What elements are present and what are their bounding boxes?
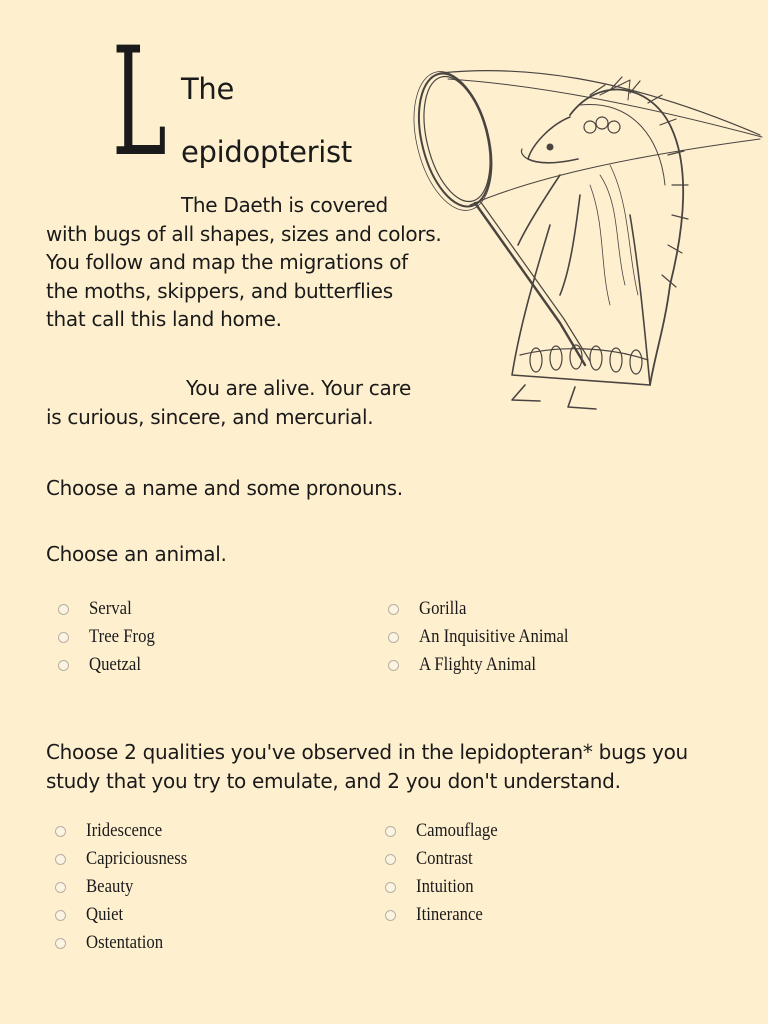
alive-line: is curious, sincere, and mercurial. [46, 404, 374, 429]
radio-button[interactable] [385, 826, 396, 837]
title-line-2: epidopterist [181, 135, 352, 169]
quality-option[interactable] [55, 873, 201, 901]
animal-option[interactable] [388, 623, 589, 651]
option-label: Capriciousness [86, 848, 188, 869]
animal-option[interactable] [58, 651, 164, 679]
animal-option[interactable] [388, 595, 589, 623]
radio-button[interactable] [385, 910, 396, 921]
option-label: Camouflage [416, 820, 498, 841]
quality-option[interactable] [385, 817, 509, 845]
option-label: Beauty [86, 876, 134, 897]
option-label: Ostentation [86, 932, 164, 953]
radio-button[interactable] [58, 660, 69, 671]
animal-options-left [58, 595, 164, 679]
prompt-name: Choose a name and some pronouns. [46, 476, 403, 500]
animal-option[interactable] [58, 623, 164, 651]
radio-button[interactable] [388, 604, 399, 615]
radio-button[interactable] [388, 632, 399, 643]
quality-option[interactable] [385, 901, 509, 929]
intro-line: the moths, skippers, and butterflies [46, 278, 393, 303]
option-label: An Inquisitive Animal [419, 626, 569, 647]
title-line-1: The [181, 72, 235, 106]
alive-paragraph [46, 374, 446, 431]
intro-line: The Daeth is covered [181, 193, 388, 217]
quality-option[interactable] [55, 901, 201, 929]
radio-button[interactable] [55, 910, 66, 921]
quality-options-left [55, 817, 201, 957]
butterfly-net-icon [401, 63, 762, 365]
radio-button[interactable] [55, 854, 66, 865]
intro-line: that call this land home. [46, 307, 282, 331]
prompt-qualities [46, 738, 726, 795]
radio-button[interactable] [55, 826, 66, 837]
prompt-qualities-line: Choose 2 qualities you've observed in the lepidopteran* bugs you [46, 740, 688, 764]
intro-paragraph [46, 191, 446, 334]
option-label: Gorilla [419, 598, 467, 619]
option-label: Contrast [416, 848, 473, 869]
option-label: Quiet [86, 904, 124, 925]
option-label: Intuition [416, 876, 474, 897]
quality-option[interactable] [385, 845, 509, 873]
animal-option[interactable] [58, 595, 164, 623]
radio-button[interactable] [385, 854, 396, 865]
animal-option[interactable] [388, 651, 589, 679]
radio-button[interactable] [388, 660, 399, 671]
option-label: Serval [89, 598, 132, 619]
intro-line: You follow and map the migrations of [46, 250, 408, 274]
drop-cap: L [112, 16, 167, 190]
radio-button[interactable] [55, 938, 66, 949]
prompt-qualities-line: study that you try to emulate, and 2 you don't understand. [46, 768, 621, 793]
radio-button[interactable] [385, 882, 396, 893]
quality-option[interactable] [385, 873, 509, 901]
alive-line: You are alive. Your care [186, 376, 411, 400]
prompt-animal: Choose an animal. [46, 542, 227, 566]
hedgehog-figure-icon [512, 77, 688, 409]
quality-options-right [385, 817, 509, 929]
quality-option[interactable] [55, 929, 201, 957]
radio-button[interactable] [55, 882, 66, 893]
radio-button[interactable] [58, 604, 69, 615]
option-label: Iridescence [86, 820, 163, 841]
lepidopterist-illustration [400, 55, 768, 420]
option-label: Tree Frog [89, 626, 155, 647]
intro-line: with bugs of all shapes, sizes and colors. [46, 221, 442, 246]
option-label: A Flighty Animal [419, 654, 537, 675]
quality-option[interactable] [55, 817, 201, 845]
animal-options-right [388, 595, 589, 679]
option-label: Itinerance [416, 904, 483, 925]
quality-option[interactable] [55, 845, 201, 873]
option-label: Quetzal [89, 654, 141, 675]
radio-button[interactable] [58, 632, 69, 643]
